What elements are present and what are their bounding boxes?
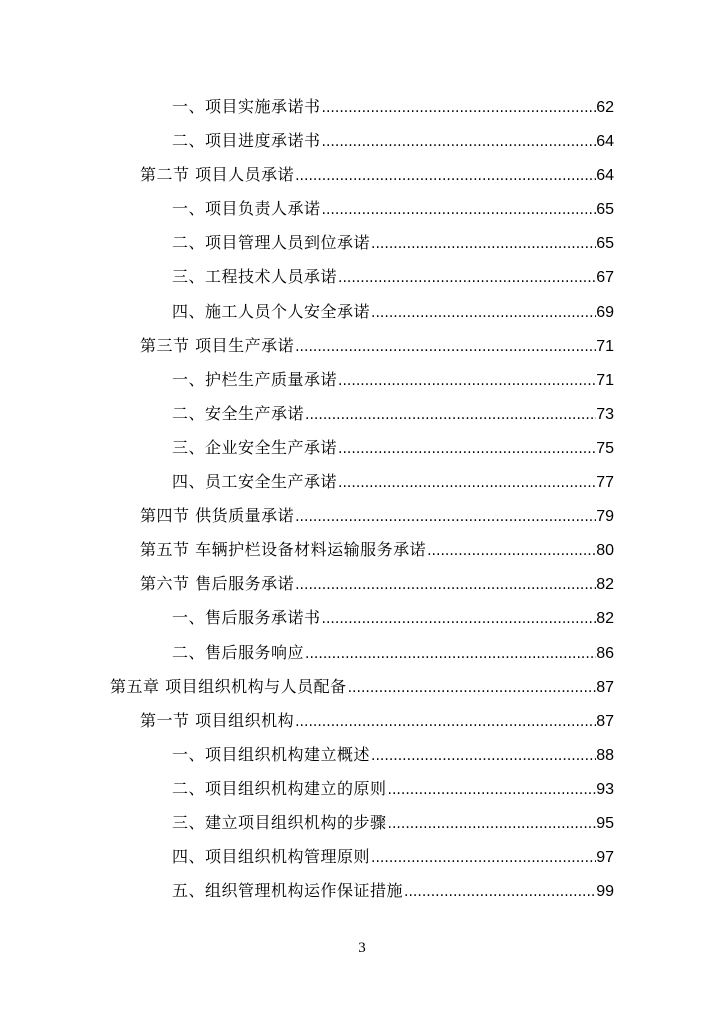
toc-dot-leader: [294, 330, 596, 364]
toc-entry-page: 71: [596, 337, 614, 355]
toc-dot-leader: [403, 875, 596, 909]
toc-dot-leader: [294, 568, 596, 602]
toc-entry-page: 97: [596, 849, 614, 867]
page-number: 3: [358, 940, 366, 956]
toc-dot-leader: [321, 91, 597, 125]
toc-entry-title: 四、员工安全生产承诺: [172, 472, 338, 492]
toc-dot-leader: [337, 261, 596, 295]
toc-entry-title: 二、项目进度承诺书: [172, 131, 321, 151]
toc-entry-title: 一、护栏生产质量承诺: [172, 369, 338, 389]
toc-entry-page: 82: [596, 576, 614, 594]
toc-dot-leader: [321, 602, 597, 636]
toc-dot-leader: [294, 159, 596, 193]
toc-entry-title: 第一节 项目组织机构: [140, 710, 295, 730]
toc-dot-leader: [337, 364, 596, 398]
toc-entry-page: 87: [596, 678, 614, 696]
toc-entry[interactable]: [0, 670, 724, 704]
toc-entry-title: 一、项目实施承诺书: [172, 97, 321, 116]
toc-entry[interactable]: [0, 874, 724, 908]
toc-entry-page: 65: [596, 201, 614, 219]
toc-entry-title: 四、项目组织机构管理原则: [172, 847, 371, 867]
toc-entry-title: 四、施工人员个人安全承诺: [172, 301, 371, 321]
toc-dot-leader: [370, 227, 596, 261]
toc-entry[interactable]: [0, 840, 724, 874]
toc-dot-leader: [304, 637, 596, 671]
toc-entry-page: 67: [596, 269, 614, 287]
toc-entry[interactable]: [0, 465, 724, 499]
toc-entry-page: 80: [596, 542, 614, 560]
toc-entry[interactable]: [0, 499, 724, 533]
table-of-contents: [0, 90, 724, 908]
toc-entry-page: 88: [596, 746, 614, 764]
toc-entry-title: 第三节 项目生产承诺: [140, 335, 295, 355]
toc-entry[interactable]: [0, 260, 724, 294]
toc-entry-title: 三、工程技术人员承诺: [172, 267, 338, 287]
toc-dot-leader: [370, 296, 596, 330]
toc-entry-page: 64: [596, 167, 614, 185]
toc-entry[interactable]: [0, 636, 724, 670]
toc-entry[interactable]: [0, 533, 724, 567]
toc-dot-leader: [294, 500, 596, 534]
toc-entry-title: 三、建立项目组织机构的步骤: [172, 812, 387, 832]
toc-entry-page: 87: [596, 712, 614, 730]
toc-entry-title: 一、项目组织机构建立概述: [172, 744, 371, 764]
toc-entry-page: 99: [596, 883, 614, 901]
toc-entry[interactable]: [0, 806, 724, 840]
toc-entry-page: 71: [596, 371, 614, 389]
toc-dot-leader: [426, 534, 596, 568]
toc-entry[interactable]: [0, 158, 724, 192]
toc-dot-leader: [387, 807, 597, 841]
toc-entry-title: 第四节 供货质量承诺: [140, 506, 295, 526]
toc-entry[interactable]: [0, 226, 724, 260]
toc-entry[interactable]: [0, 329, 724, 363]
toc-dot-leader: [387, 773, 597, 807]
toc-entry-page: 77: [596, 474, 614, 492]
toc-entry[interactable]: [0, 192, 724, 226]
toc-entry[interactable]: [0, 601, 724, 635]
toc-dot-leader: [370, 841, 596, 875]
toc-entry-title: 二、安全生产承诺: [172, 403, 305, 423]
toc-entry-title: 一、售后服务承诺书: [172, 608, 321, 628]
toc-entry-page: 82: [596, 610, 614, 628]
toc-dot-leader: [321, 193, 597, 227]
toc-entry-title: 第五章 项目组织机构与人员配备: [110, 676, 347, 696]
toc-dot-leader: [337, 466, 596, 500]
toc-entry-page: 79: [596, 508, 614, 526]
toc-entry[interactable]: [0, 704, 724, 738]
toc-dot-leader: [337, 432, 596, 466]
toc-entry[interactable]: [0, 124, 724, 158]
toc-dot-leader: [370, 739, 596, 773]
toc-entry-title: 五、组织管理机构运作保证措施: [172, 881, 404, 901]
toc-entry-title: 第六节 售后服务承诺: [140, 574, 295, 594]
toc-entry-page: 86: [596, 644, 614, 662]
toc-dot-leader: [304, 398, 596, 432]
toc-entry-title: 三、企业安全生产承诺: [172, 437, 338, 457]
toc-entry-title: 二、售后服务响应: [172, 642, 305, 662]
toc-entry[interactable]: [0, 772, 724, 806]
toc-entry-title: 二、项目组织机构建立的原则: [172, 778, 387, 798]
toc-entry-page: 75: [596, 439, 614, 457]
toc-entry-page: 62: [596, 99, 614, 116]
toc-entry[interactable]: [0, 90, 724, 124]
toc-entry[interactable]: [0, 363, 724, 397]
toc-entry[interactable]: [0, 738, 724, 772]
toc-entry[interactable]: [0, 431, 724, 465]
toc-entry[interactable]: [0, 567, 724, 601]
toc-entry-page: 93: [596, 780, 614, 798]
toc-entry-page: 69: [596, 303, 614, 321]
toc-entry-page: 95: [596, 814, 614, 832]
toc-dot-leader: [347, 671, 597, 705]
toc-entry-title: 第二节 项目人员承诺: [140, 165, 295, 185]
toc-entry-title: 一、项目负责人承诺: [172, 199, 321, 219]
toc-entry[interactable]: [0, 397, 724, 431]
toc-dot-leader: [321, 125, 597, 159]
toc-entry-title: 第五节 车辆护栏设备材料运输服务承诺: [140, 540, 427, 560]
toc-entry[interactable]: [0, 295, 724, 329]
toc-entry-page: 65: [596, 235, 614, 253]
toc-entry-title: 二、项目管理人员到位承诺: [172, 233, 371, 253]
toc-entry-page: 64: [596, 133, 614, 151]
toc-dot-leader: [294, 705, 596, 739]
toc-entry-page: 73: [596, 405, 614, 423]
